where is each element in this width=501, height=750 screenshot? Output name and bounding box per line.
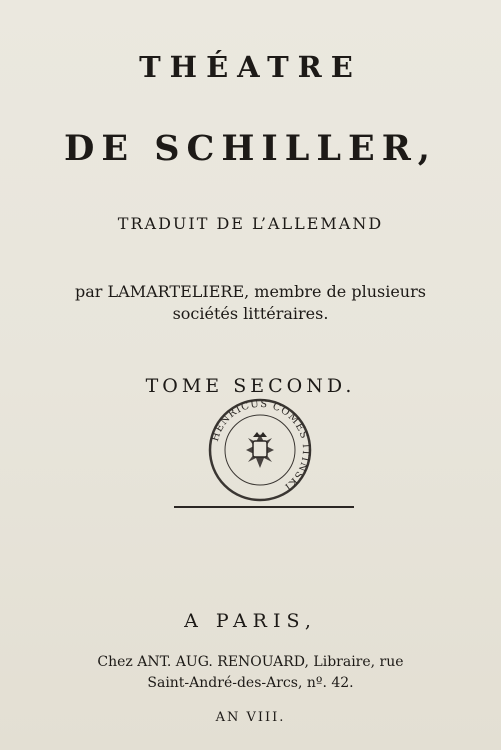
publisher-line-2: Saint-André-des-Arcs, nº. 42. (147, 675, 354, 691)
book-subtitle: DE SCHILLER, (64, 128, 437, 169)
seal-text: HENRICUS COMES ITINSKI (209, 398, 312, 493)
divider-rule (174, 506, 354, 508)
place-of-publication: A PARIS, (184, 610, 317, 632)
translator-line-2: sociétés littéraires. (172, 304, 329, 323)
publication-year: AN VIII. (215, 710, 286, 725)
publisher-line-1: Chez ANT. AUG. RENOUARD, Libraire, rue (97, 654, 404, 670)
library-stamp-seal (206, 396, 314, 504)
translator-line-1: par LAMARTELIERE, membre de plusieurs (75, 282, 426, 301)
book-title: THÉATRE (139, 50, 362, 84)
translation-note: TRADUIT DE L’ALLEMAND (117, 214, 384, 233)
volume-label: TOME SECOND. (145, 375, 356, 397)
